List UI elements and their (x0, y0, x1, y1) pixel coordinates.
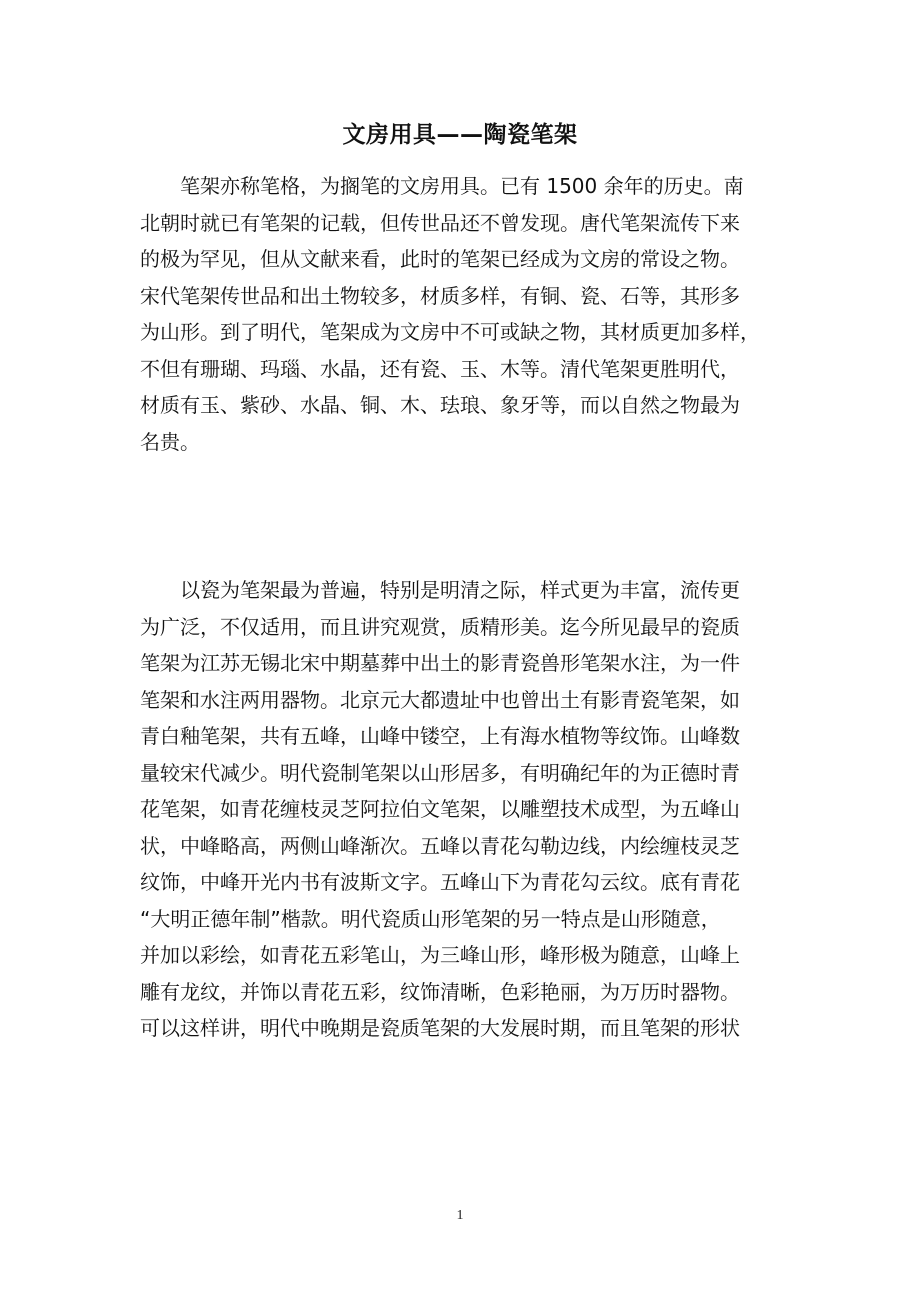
text-line: 青白釉笔架，共有五峰，山峰中镂空，上有海水植物等纹饰。山峰数 (140, 724, 740, 748)
text-line: 宋代笔架传世品和出土物较多，材质多样，有铜、瓷、石等，其形多 (140, 283, 740, 308)
text-line: “大明正德年制”楷款。明代瓷质山形笔架的另一特点是山形随意， (140, 906, 721, 931)
text-line: 为广泛，不仅适用，而且讲究观赏，质精形美。迄今所见最早的瓷质 (140, 614, 740, 639)
text-line: 材质有玉、紫砂、水晶、铜、木、珐琅、象牙等，而以自然之物最为 (140, 393, 740, 417)
text-line: 可以这样讲，明代中晚期是瓷质笔架的大发展时期，而且笔架的形状 (140, 1016, 740, 1040)
paragraph-history (140, 168, 780, 460)
text-line: 雕有龙纹，并饰以青花五彩，纹饰清晰，色彩艳丽，为万历时器物。 (140, 979, 740, 1004)
text-line: 花笔架，如青花缠枝灵芝阿拉伯文笔架，以雕塑技术成型，为五峰山 (140, 797, 740, 821)
text-line: 北朝时就已有笔架的记载，但传世品还不曾发现。唐代笔架流传下来 (140, 210, 740, 235)
text-line: 名贵。 (140, 429, 200, 454)
text-line: 笔架为江苏无锡北宋中期墓葬中出土的影青瓷兽形笔架水注，为一件 (140, 651, 740, 675)
text-line: 并加以彩绘，如青花五彩笔山，为三峰山形，峰形极为随意，山峰上 (140, 943, 740, 967)
text-line: 以瓷为笔架最为普遍，特别是明清之际，样式更为丰富，流传更 (180, 578, 740, 602)
text-line: 纹饰，中峰开光内书有波斯文字。五峰山下为青花勾云纹。底有青花 (140, 870, 740, 894)
text-line: 为山形。到了明代，笔架成为文房中不可或缺之物，其材质更加多样， (140, 320, 760, 344)
page-title: 文房用具——陶瓷笔架 (342, 122, 578, 148)
text-line: 状，中峰略高，两侧山峰渐次。五峰以青花勾勒边线，内绘缠枝灵芝 (140, 833, 740, 858)
text-line: 量较宋代减少。明代瓷制笔架以山形居多，有明确纪年的为正德时青 (140, 760, 740, 785)
paragraph-porcelain (140, 572, 780, 1047)
text-line: 笔架亦称笔格，为搁笔的文房用具。已有 1500 余年的历史。南 (180, 174, 744, 198)
text-line: 不但有珊瑚、玛瑙、水晶，还有瓷、玉、木等。清代笔架更胜明代， (140, 356, 740, 381)
page-number: 1 (456, 1208, 464, 1223)
text-line: 的极为罕见，但从文献来看，此时的笔架已经成为文房的常设之物。 (140, 247, 740, 271)
text-line: 笔架和水注两用器物。北京元大都遗址中也曾出土有影青瓷笔架，如 (140, 687, 740, 712)
